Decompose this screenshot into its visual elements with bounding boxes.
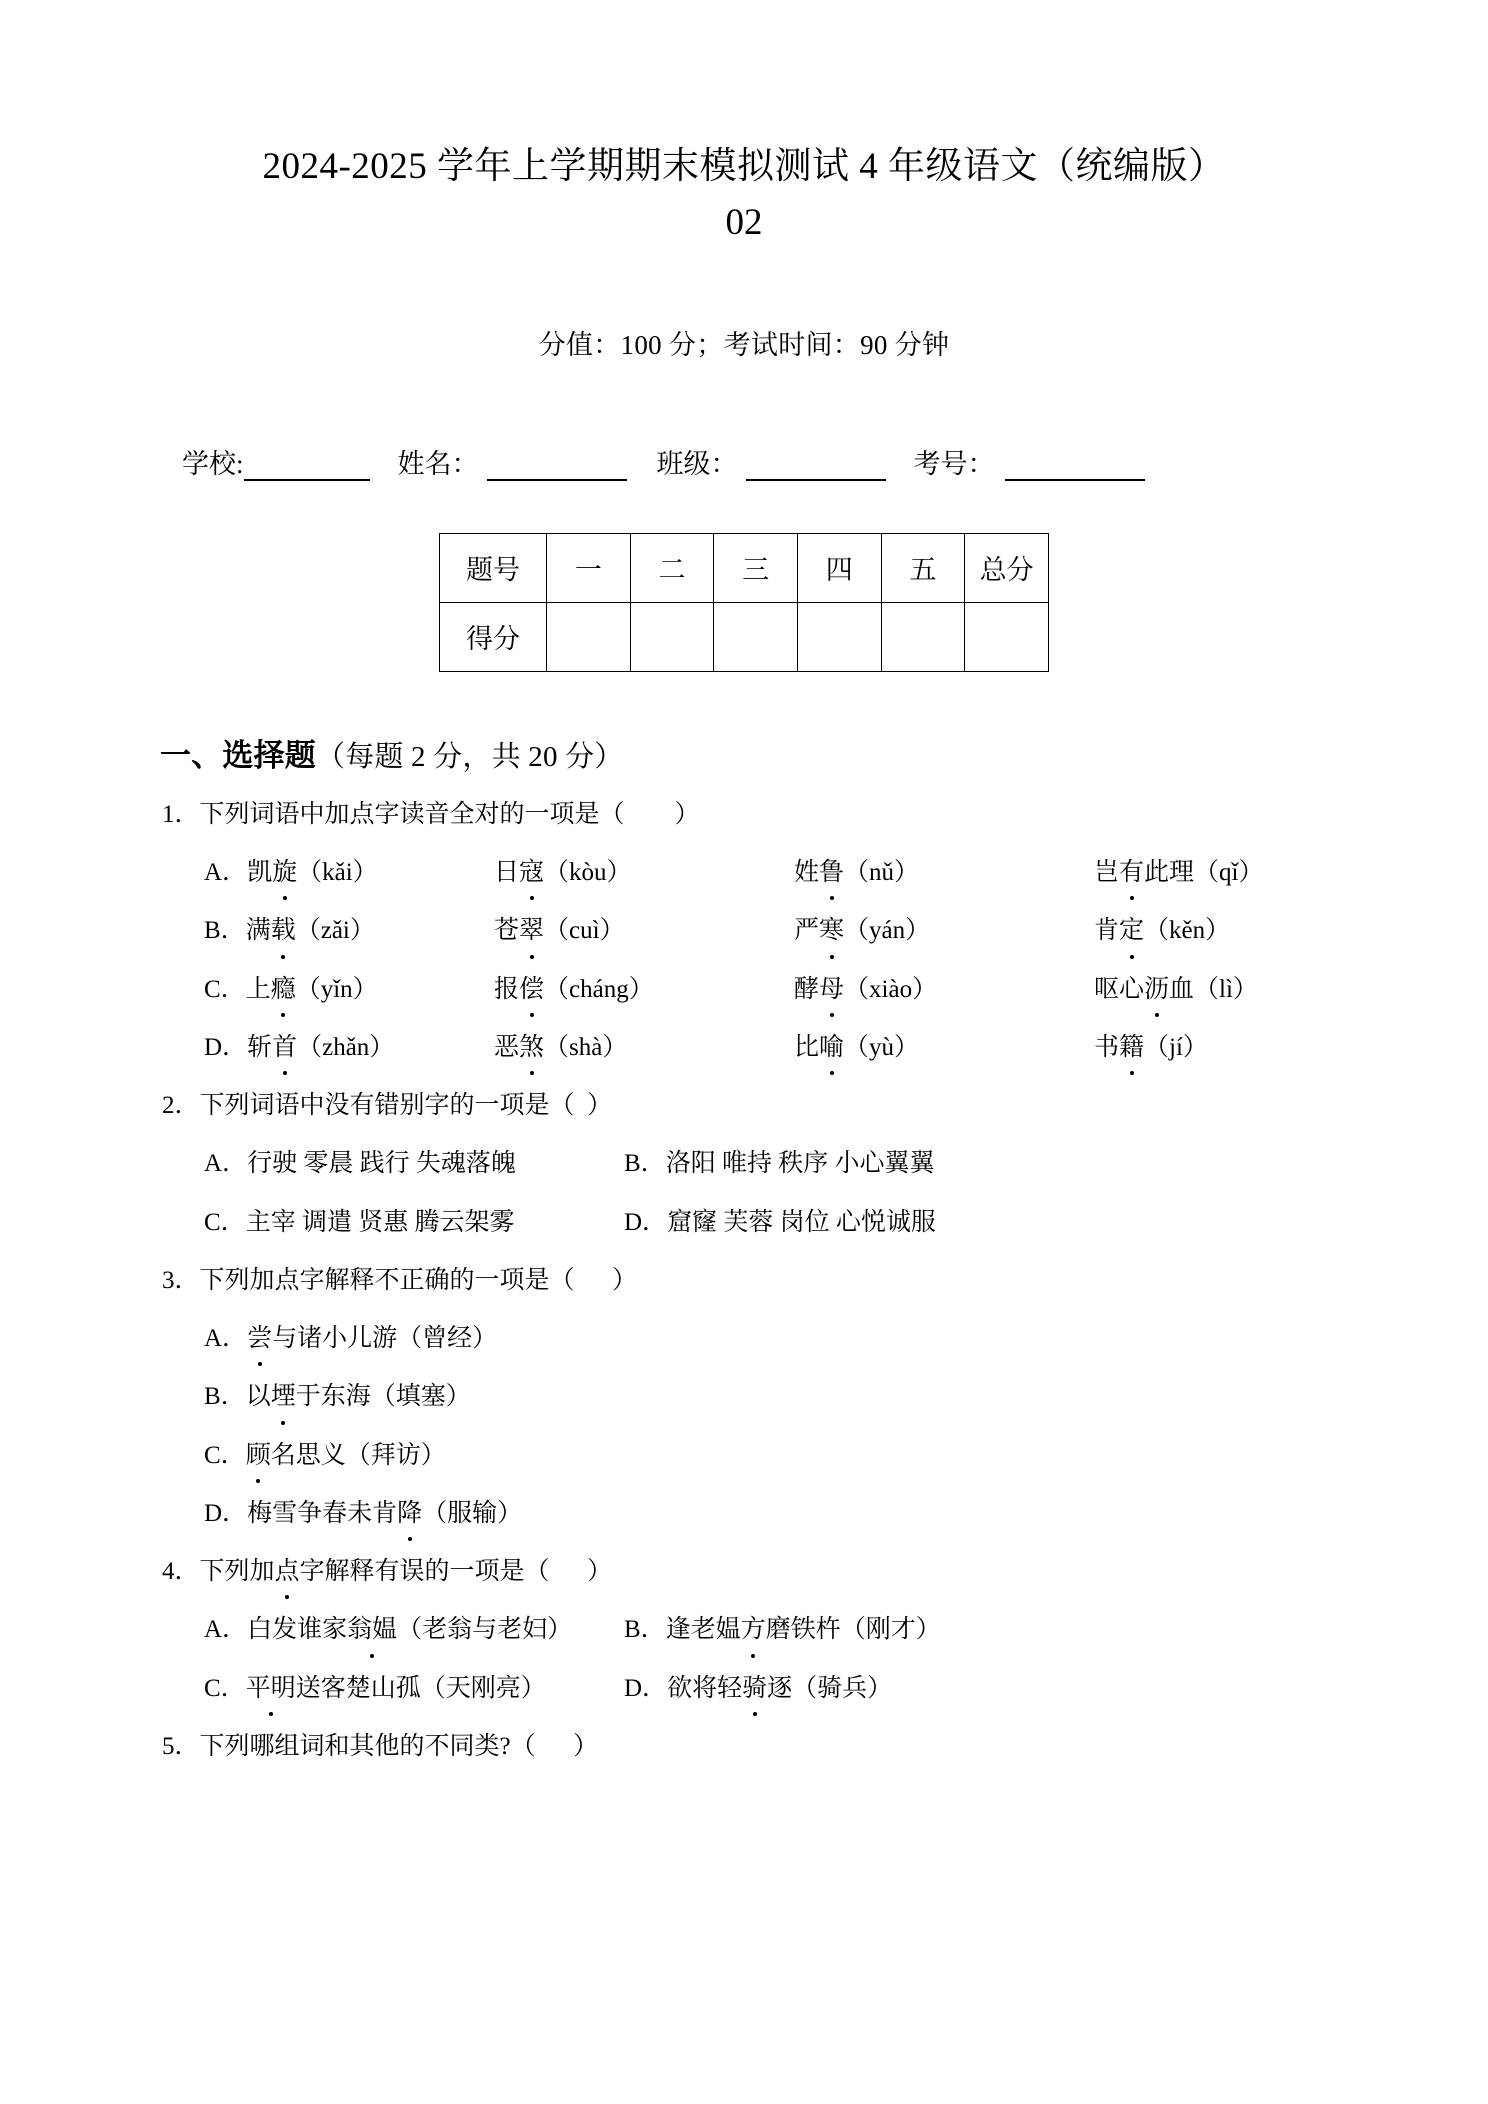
option-d-item-3: 比喻（yù） xyxy=(794,1030,1094,1066)
section-heading-one xyxy=(160,730,1328,775)
option-b-item-3: 严寒（yán） xyxy=(794,913,1094,949)
option-b-item-2: 苍翠（cuì） xyxy=(494,913,794,949)
option-a-item-1: A．凯旋（kǎi） xyxy=(204,855,494,891)
question-3-option-c[interactable] xyxy=(160,1438,1328,1474)
option-c-item-3: 酵母（xiào） xyxy=(794,972,1094,1008)
student-info-row xyxy=(160,442,1328,481)
option-d-item-1: D．斩首（zhǎn） xyxy=(204,1030,494,1066)
class-label: 班级： xyxy=(656,448,738,479)
question-1-option-b[interactable] xyxy=(160,913,1328,949)
question-2-option-b: B．洛阳 唯持 秩序 小心翼翼 xyxy=(624,1150,935,1178)
question-2-options-row-1[interactable] xyxy=(160,1146,1328,1182)
score-cell-2[interactable] xyxy=(630,602,714,671)
option-b-item-1: B．满载（zǎi） xyxy=(204,913,494,949)
question-4 xyxy=(160,1554,1328,1707)
row-label-score: 得分 xyxy=(440,602,547,671)
question-3-option-a-text: A．尝与诸小儿游（曾经） xyxy=(204,1321,497,1357)
question-1-option-a[interactable] xyxy=(160,855,1328,891)
exam-number-label: 考号： xyxy=(913,448,995,479)
class-input[interactable] xyxy=(746,457,886,481)
question-2-stem: 2．下列词语中没有错别字的一项是（ ） xyxy=(162,1092,613,1120)
question-4-option-b: B．逢老媪方磨铁杵（刚才） xyxy=(624,1612,941,1648)
option-a-item-4: 岂有此理（qǐ） xyxy=(1094,855,1263,891)
question-4-option-d: D．欲将轻骑逐（骑兵） xyxy=(624,1671,892,1707)
question-5-stem: 5．下列哪组词和其他的不同类?（ ） xyxy=(162,1732,599,1760)
option-c-item-1: C．上瘾（yǐn） xyxy=(204,972,494,1008)
column-header-4: 四 xyxy=(797,533,881,602)
option-c-item-2: 报偿（cháng） xyxy=(494,972,794,1008)
question-1-stem: 1．下列词语中加点字读音全对的一项是（ ） xyxy=(162,800,700,828)
score-cell-total[interactable] xyxy=(965,602,1049,671)
question-2-option-a: A．行驶 零晨 践行 失魂落魄 xyxy=(204,1150,516,1178)
column-header-5: 五 xyxy=(881,533,965,602)
option-b-item-4: 肯定（kěn） xyxy=(1094,913,1230,949)
column-header-3: 三 xyxy=(714,533,798,602)
question-1-option-c[interactable] xyxy=(160,972,1328,1008)
name-label: 姓名： xyxy=(397,448,479,479)
question-3-option-b[interactable] xyxy=(160,1379,1328,1415)
question-4-options-row-1[interactable] xyxy=(160,1612,1328,1648)
question-3 xyxy=(160,1263,1328,1532)
table-row-scores xyxy=(440,602,1049,671)
table-row-headers xyxy=(440,533,1049,602)
question-1 xyxy=(160,797,1328,1066)
page-title-sequence: 02 xyxy=(725,202,763,244)
option-d-item-2: 恶煞（shà） xyxy=(494,1030,794,1066)
score-table xyxy=(439,533,1049,672)
question-3-option-b-text: B．以堙于东海（填塞） xyxy=(204,1379,471,1415)
question-5 xyxy=(160,1729,1328,1765)
option-d-item-4: 书籍（jí） xyxy=(1094,1030,1208,1066)
column-header-2: 二 xyxy=(630,533,714,602)
exam-number-input[interactable] xyxy=(1005,457,1145,481)
question-4-options-row-2[interactable] xyxy=(160,1671,1328,1707)
score-cell-3[interactable] xyxy=(714,602,798,671)
question-3-stem: 3．下列加点字解释不正确的一项是（ ） xyxy=(162,1266,638,1294)
question-2-option-d: D．窟窿 芙蓉 岗位 心悦诚服 xyxy=(624,1208,936,1236)
question-3-option-c-text: C．顾名思义（拜访） xyxy=(204,1438,446,1474)
column-header-total: 总分 xyxy=(965,533,1049,602)
exam-subtitle: 分值：100 分；考试时间：90 分钟 xyxy=(538,329,950,360)
option-a-item-3: 姓鲁（nǔ） xyxy=(794,855,1094,891)
score-cell-5[interactable] xyxy=(881,602,965,671)
school-label: 学校: xyxy=(182,448,244,479)
question-4-option-c: C．平明送客楚山孤（天刚亮） xyxy=(204,1671,624,1707)
option-c-item-4: 呕心沥血（lì） xyxy=(1094,972,1258,1008)
question-4-option-a: A．白发谁家翁媪（老翁与老妇） xyxy=(204,1612,624,1648)
score-cell-1[interactable] xyxy=(547,602,631,671)
name-input[interactable] xyxy=(487,457,627,481)
option-a-item-2: 日寇（kòu） xyxy=(494,855,794,891)
question-1-option-d[interactable] xyxy=(160,1030,1328,1066)
page-title: 2024-2025 学年上学期期末模拟测试 4 年级语文（统编版） xyxy=(262,146,1226,187)
question-4-stem: 4．下列加点字解释有误的一项是（ ） xyxy=(160,1554,1328,1590)
question-2-options-row-2[interactable] xyxy=(160,1205,1328,1241)
score-cell-4[interactable] xyxy=(797,602,881,671)
section-heading-points: （每题 2 分，共 20 分） xyxy=(316,740,624,773)
column-header-1: 一 xyxy=(547,533,631,602)
section-heading-title: 一、选择题 xyxy=(160,737,316,773)
score-table-container xyxy=(160,533,1328,672)
row-label-question-number: 题号 xyxy=(440,533,547,602)
question-3-option-d[interactable] xyxy=(160,1496,1328,1532)
school-input[interactable] xyxy=(244,457,370,481)
question-2 xyxy=(160,1088,1328,1241)
question-3-option-a[interactable] xyxy=(160,1321,1328,1357)
question-3-option-d-text: D．梅雪争春未肯降（服输） xyxy=(204,1496,522,1532)
question-2-option-c: C．主宰 调遣 贤惠 腾云架雾 xyxy=(204,1208,515,1236)
